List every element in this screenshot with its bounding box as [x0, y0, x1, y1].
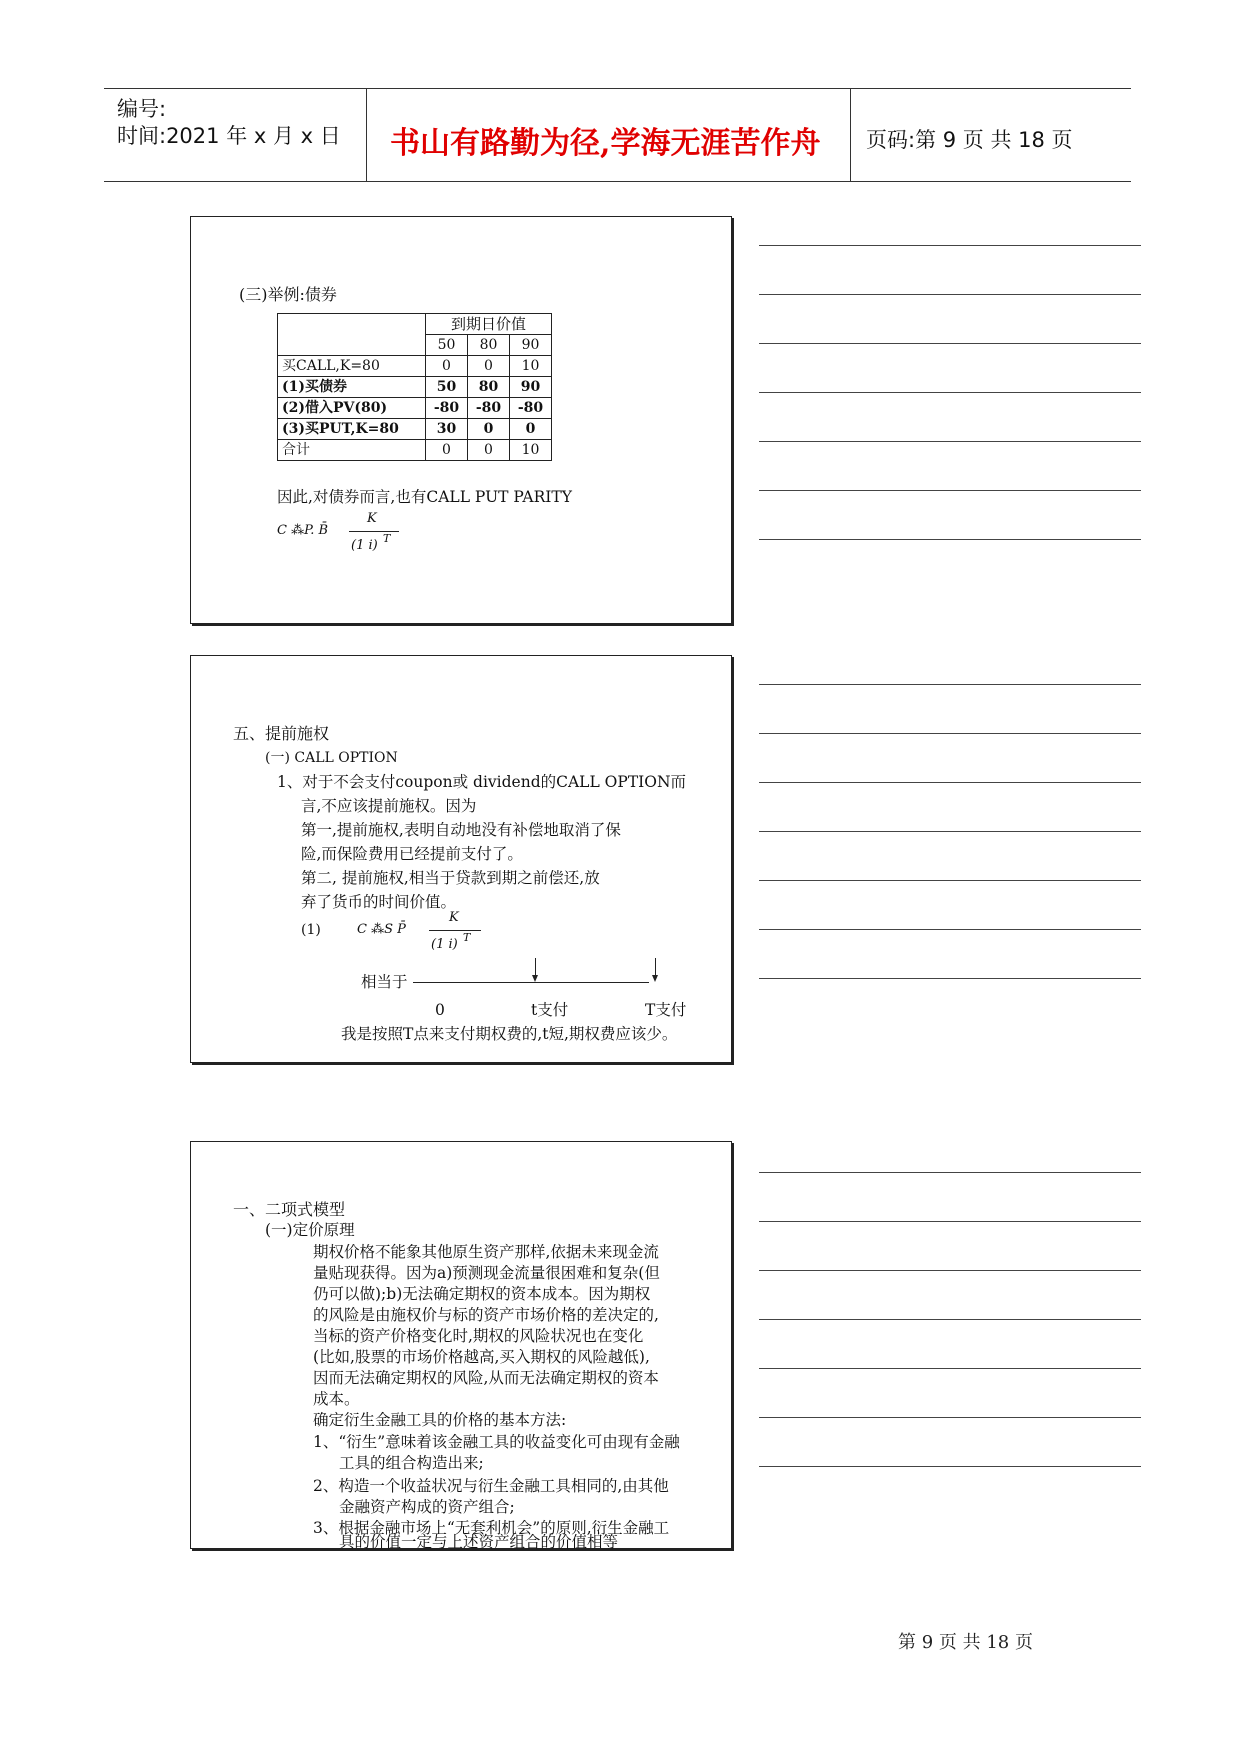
- note-line: [759, 539, 1141, 540]
- cell: 0: [426, 440, 468, 461]
- note-line: [759, 245, 1141, 246]
- slide3-heading: 一、二项式模型: [233, 1200, 346, 1219]
- note-line: [759, 684, 1141, 685]
- formula-lhs: C ⁂P. B̄: [277, 523, 329, 538]
- para-line: 弃了货币的时间价值。: [301, 893, 457, 911]
- note-line: [759, 831, 1141, 832]
- row-label: (3)买PUT,K=80: [278, 419, 426, 440]
- header-bottom-rule: [104, 181, 1131, 182]
- table-row: [278, 377, 552, 398]
- cell: 0: [510, 419, 552, 440]
- serial-label: 编号:: [117, 97, 167, 121]
- para-line: 第一,提前施权,表明自动地没有补偿地取消了保: [301, 821, 621, 839]
- table-row: [278, 440, 552, 461]
- cell: 0: [468, 419, 510, 440]
- body-line: 当标的资产价格变化时,期权的风险状况也在变化: [313, 1327, 644, 1345]
- timeline-tick: 0: [435, 1001, 445, 1019]
- para-line: 险,而保险费用已经提前支付了。: [301, 845, 523, 863]
- note-line: [759, 733, 1141, 734]
- body-line: 确定衍生金融工具的价格的基本方法:: [313, 1411, 567, 1429]
- list-item-cont: 金融资产构成的资产组合;: [339, 1498, 515, 1516]
- body-line: 因而无法确定期权的风险,从而无法确定期权的资本: [313, 1369, 659, 1387]
- list-item-cont: 具的价值一定与上述资产组合的价值相等: [339, 1533, 619, 1551]
- formula-denominator: (1 i): [351, 538, 378, 553]
- table-row: [278, 419, 552, 440]
- timeline-label: 相当于: [361, 973, 408, 991]
- note-line: [759, 343, 1141, 344]
- formula-lhs: C ⁂S P̄: [357, 922, 406, 937]
- timeline-marker: [535, 958, 536, 976]
- formula-numerator: K: [449, 910, 459, 925]
- table-row: [278, 398, 552, 419]
- body-line: 期权价格不能象其他原生资产那样,依据未来现金流: [313, 1243, 659, 1261]
- body-line: (比如,股票的市场价格越高,买入期权的风险越低),: [313, 1348, 650, 1366]
- body-line: 量贴现获得。因为a)预测现金流量很困难和复杂(但: [313, 1264, 660, 1282]
- para-line: 言,不应该提前施权。因为: [301, 797, 477, 815]
- fraction-bar: [349, 531, 399, 532]
- bond-table: [277, 313, 552, 461]
- cell: 90: [510, 377, 552, 398]
- body-line: 成本。: [313, 1390, 360, 1408]
- slide3-sub: (一)定价原理: [265, 1221, 355, 1239]
- cell: 30: [426, 419, 468, 440]
- timeline-axis: [413, 982, 649, 983]
- slide2-note: 我是按照T点来支付期权费的,t短,期权费应该少。: [341, 1025, 678, 1043]
- row-label: (2)借入PV(80): [278, 398, 426, 419]
- down-arrow-icon: [532, 975, 538, 982]
- table-group-header: 到期日价值: [426, 314, 552, 335]
- timeline-tick: T支付: [645, 1001, 687, 1019]
- fraction-bar: [429, 930, 481, 931]
- list-item: 2、构造一个收益状况与衍生金融工具相同的,由其他: [313, 1477, 669, 1495]
- slide1-heading: (三)举例:债券: [239, 285, 337, 304]
- note-line: [759, 1270, 1141, 1271]
- body-line: 的风险是由施权价与标的资产市场价格的差决定的,: [313, 1306, 659, 1324]
- table-col-header: 80: [468, 335, 510, 356]
- formula-index: (1): [301, 922, 321, 938]
- down-arrow-icon: [652, 975, 658, 982]
- header-divider-left: [366, 88, 367, 181]
- note-line: [759, 1368, 1141, 1369]
- formula-exponent: T: [463, 931, 471, 944]
- table-row: [278, 356, 552, 377]
- cell: -80: [510, 398, 552, 419]
- date-line: 时间:2021 年 x 月 x 日: [117, 124, 341, 148]
- list-item: 3、根据金融市场上“无套利机会”的原则,衍生金融工: [313, 1519, 670, 1537]
- timeline-tick: t支付: [531, 1001, 569, 1019]
- note-line: [759, 441, 1141, 442]
- slide-binomial-model: [190, 1141, 732, 1549]
- header-top-rule: [104, 88, 1131, 89]
- row-label: (1)买债券: [278, 377, 426, 398]
- row-label: 合计: [278, 440, 426, 461]
- timeline-marker: [655, 958, 656, 976]
- list-item-cont: 工具的组合构造出来;: [339, 1454, 484, 1472]
- parity-conclusion: 因此,对债券而言,也有CALL PUT PARITY: [277, 488, 572, 506]
- formula-exponent: T: [383, 532, 391, 545]
- note-line: [759, 1221, 1141, 1222]
- note-line: [759, 490, 1141, 491]
- note-line: [759, 880, 1141, 881]
- formula-denominator: (1 i): [431, 937, 458, 952]
- cell: 0: [468, 356, 510, 377]
- cell: 80: [468, 377, 510, 398]
- row-label: 买CALL,K=80: [278, 356, 426, 377]
- table-col-header: 50: [426, 335, 468, 356]
- cell: -80: [468, 398, 510, 419]
- header-divider-right: [850, 88, 851, 181]
- body-line: 仍可以做);b)无法确定期权的资本成本。因为期权: [313, 1285, 651, 1303]
- note-line: [759, 1319, 1141, 1320]
- note-line: [759, 782, 1141, 783]
- cell: 0: [426, 356, 468, 377]
- note-line: [759, 392, 1141, 393]
- table-col-header: 90: [510, 335, 552, 356]
- slide-bond-example: [190, 216, 732, 624]
- note-line: [759, 1172, 1141, 1173]
- note-line: [759, 978, 1141, 979]
- slide-early-exercise: [190, 655, 732, 1063]
- note-line: [759, 929, 1141, 930]
- list-item: 1、“衍生”意味着该金融工具的收益变化可由现有金融: [313, 1433, 680, 1451]
- note-line: [759, 1417, 1141, 1418]
- para-line: 第二, 提前施权,相当于贷款到期之前偿还,放: [301, 869, 600, 887]
- cell: 0: [468, 440, 510, 461]
- slide2-heading: 五、提前施权: [233, 724, 330, 743]
- formula-numerator: K: [367, 511, 377, 526]
- note-line: [759, 1466, 1141, 1467]
- note-line: [759, 294, 1141, 295]
- cell: 50: [426, 377, 468, 398]
- cell: 10: [510, 440, 552, 461]
- page-footer: 第 9 页 共 18 页: [898, 1632, 1033, 1653]
- cell: -80: [426, 398, 468, 419]
- para-line: 1、对于不会支付coupon或 dividend的CALL OPTION而: [277, 773, 687, 791]
- page-code: 页码:第 9 页 共 18 页: [866, 128, 1073, 152]
- cell: 10: [510, 356, 552, 377]
- motto: 书山有路勤为径,学海无涯苦作舟: [390, 126, 821, 161]
- table-corner: [278, 314, 426, 356]
- slide2-sub: (一) CALL OPTION: [265, 750, 398, 766]
